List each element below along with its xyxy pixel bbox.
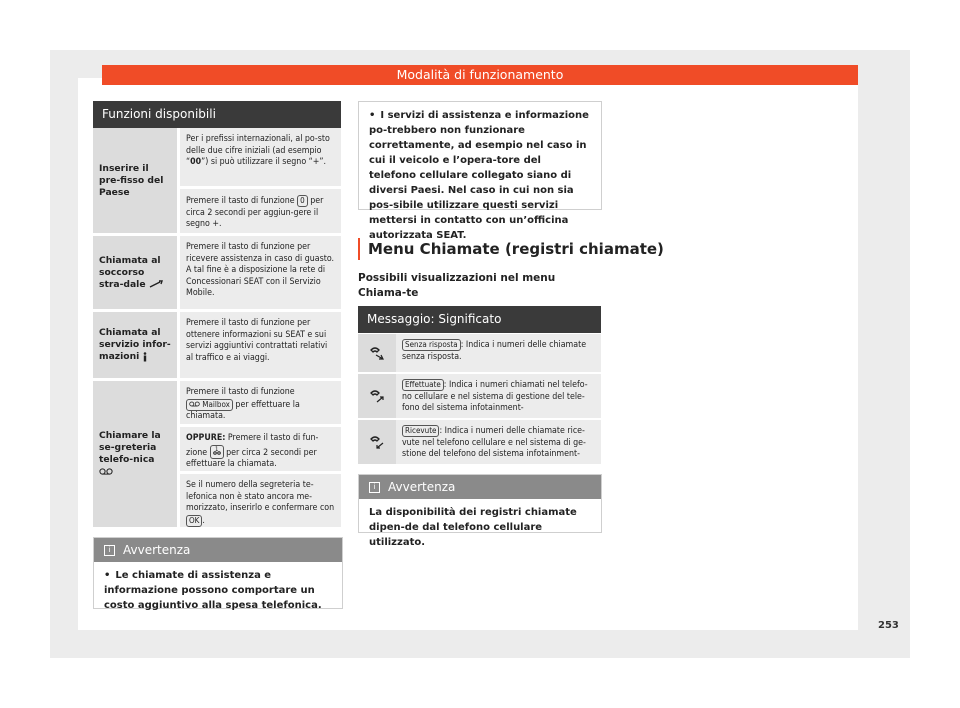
voicemail-icon [189,401,200,407]
row-desc-country-prefix-1: Per i prefissi internazionali, al po-sto delle due cifre iniziali (ad esempio “00”) si può utilizzare il segno “+”. [180,128,341,186]
key-ok: OK [186,515,202,527]
info-icon [142,352,148,362]
key-mailbox: Mailbox [186,399,233,411]
voicemail-icon [99,468,113,475]
section-intro: Possibili visualizzazioni nel menu Chiama-te [358,272,556,299]
row-desc-voicemail-1: Premere il tasto di funzione Mailbox per effettuare la chiamata. [180,381,341,424]
row-desc-roadside: Premere il tasto di funzione per ricevere assistenza in caso di guasto. A tal fine è a disposizione la rete di Concessionari SEAT con il Servizio Mobile. [180,236,341,309]
info-icon: i [369,482,380,493]
chapter-header: Modalità di funzionamento [102,65,858,85]
call-log-table-heading: Messaggio: Significato [358,306,601,333]
missed-call-icon [358,334,396,372]
row-label-info-service: Chiamata al servizio infor-mazioni [93,312,177,378]
note-availability-header: i Avvertenza [359,475,601,499]
key-one-voicemail [210,445,224,459]
call-log-table [358,306,601,464]
row-label-roadside: Chiamata al soccorso stra-dale [93,236,177,309]
voicemail-icon [213,446,221,455]
call-log-row-missed: Senza risposta : Indica i numeri delle chiamate senza risposta. [396,334,601,372]
row-label-voicemail: Chiamare la se-greteria telefo-nica [93,381,177,527]
info-icon: i [104,545,115,556]
row-desc-info-service: Premere il tasto di funzione per ottenere informazioni su SEAT e sui servizi aggiuntivi contrattati relativi al traffico e ai viaggi. [180,312,341,378]
note-services [358,101,602,241]
row-desc-voicemail-3: Se il numero della segreteria te-lefonica non è stato ancora me-morizzato, inserirlo e confermare con OK . [180,474,341,527]
wrench-icon [149,280,163,288]
functions-table-heading: Funzioni disponibili [93,101,341,128]
svg-text:1: 1 [214,445,219,453]
note-costs [93,537,343,609]
key-zero: 0 [297,195,308,207]
note-costs-header: i Avvertenza [94,538,342,562]
page-number: 253 [878,620,899,631]
note-availability-text: La disponibilità dei registri chiamate dipen-de dal telefono cellulare utilizzato. [369,507,577,548]
call-log-row-incoming: Ricevute : Indica i numeri delle chiamate rice-vute nel telefono cellulare e nel sistema di ge-stione del telefono del sistema infotainment- [396,420,601,464]
key-outgoing: Effettuate [402,379,444,391]
section-title: Menu Chiamate (registri chiamate) [358,238,664,260]
row-desc-voicemail-2: OPPURE: Premere il tasto di fun-zione 1 per circa 2 secondi per effettuare la chiamata. [180,427,341,471]
note-costs-text: • Le chiamate di assistenza e informazione possono comportare un costo aggiuntivo alla spesa telefonica. [94,562,342,619]
key-missed: Senza risposta [402,339,461,351]
row-desc-country-prefix-2: Premere il tasto di funzione 0 per circa 2 secondi per aggiun-gere il segno +. [180,189,341,233]
note-availability [358,474,602,548]
row-label-country-prefix: Inserire il pre-fisso del Paese [93,128,177,233]
note-services-text: • I servizi di assistenza e informazione po-trebbero non funzionare correttamente, ad esempio nel caso in cui il veicolo e l’opera-tore del telefono cellulare collegato siano di diversi Paesi. Nel caso in cui non sia pos-sibile utilizzare questi servizi mettersi in contatto con un’officina autorizzata SEAT. [359,102,601,249]
outgoing-call-icon [358,374,396,418]
functions-table [93,101,341,527]
key-incoming: Ricevute [402,425,439,437]
incoming-call-icon [358,420,396,464]
call-log-row-outgoing: Effettuate : Indica i numeri chiamati nel telefo-no cellulare e nel sistema di gestione del tele-fono del sistema infotainment- [396,374,601,418]
